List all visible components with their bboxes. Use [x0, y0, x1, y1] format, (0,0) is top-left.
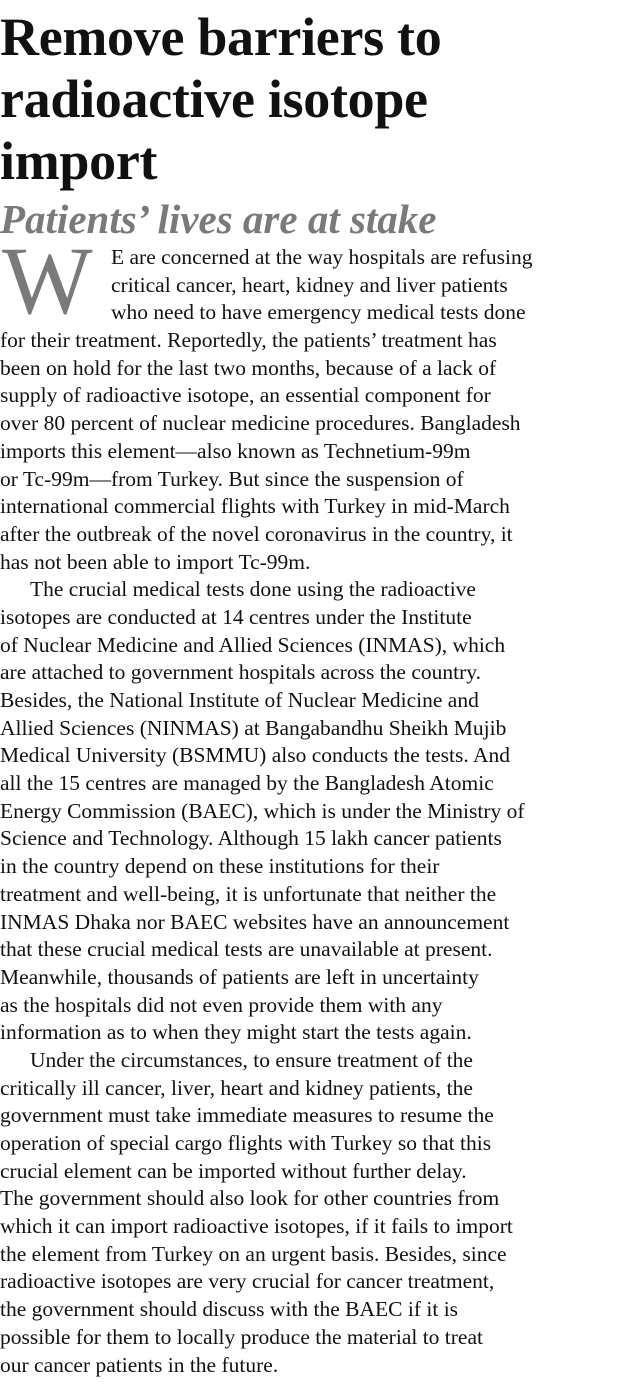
body-line: isotopes are conducted at 14 centres under the Institute: [0, 604, 472, 629]
body-line: INMAS Dhaka nor BAEC websites have an announcement: [0, 909, 510, 934]
body-line: over 80 percent of nuclear medicine procedures. Bangladesh: [0, 411, 521, 436]
body-line: Under the circumstances, to ensure treatment of the: [30, 1047, 473, 1072]
body-line: radioactive isotopes are very crucial for cancer treatment,: [0, 1269, 495, 1294]
paragraph-2: [0, 576, 629, 1047]
body-line: government must take immediate measures to resume the: [0, 1103, 494, 1128]
body-line: has not been able to import Tc-99m.: [0, 549, 311, 574]
headline: [0, 6, 629, 192]
body-line: been on hold for the last two months, because of a lack of: [0, 355, 497, 380]
body-line: that these crucial medical tests are unavailable at present.: [0, 937, 493, 962]
paragraph-1: [0, 227, 629, 576]
body-line: The government should also look for other countries from: [0, 1186, 500, 1211]
body-line: information as to when they might start the tests again.: [0, 1020, 472, 1045]
body-line: or Tc-99m—from Turkey. But since the suspension of: [0, 466, 464, 491]
body-line: possible for them to locally produce the material to treat: [0, 1324, 483, 1349]
body-line: of Nuclear Medicine and Allied Sciences (INMAS), which: [0, 632, 506, 657]
body-line: Science and Technology. Although 15 lakh cancer patients: [0, 826, 502, 851]
body-line: treatment and well-being, it is unfortunate that neither the: [0, 881, 497, 906]
body-line: for their treatment. Reportedly, the patients’ treatment has: [0, 328, 497, 353]
headline-line: radioactive isotope: [0, 69, 428, 129]
body-line: our cancer patients in the future.: [0, 1352, 279, 1377]
body-line: in the country depend on these institutions for their: [0, 854, 440, 879]
headline-line: Remove barriers to: [0, 7, 442, 67]
body-line: who need to have emergency medical tests done: [111, 300, 526, 325]
body-line: all the 15 centres are managed by the Bangladesh Atomic: [0, 771, 494, 796]
body-line: Besides, the National Institute of Nuclear Medicine and: [0, 688, 479, 712]
body-line: international commercial flights with Turkey in mid-March: [0, 494, 510, 519]
body-line: critically ill cancer, liver, heart and kidney patients, the: [0, 1075, 473, 1100]
headline-line: import: [0, 131, 158, 191]
body-line: Meanwhile, thousands of patients are left in uncertainty: [0, 964, 479, 989]
body-line: Energy Commission (BAEC), which is under the Ministry of: [0, 798, 525, 823]
body-line: operation of special cargo flights with Turkey so that this: [0, 1131, 492, 1155]
body-line: as the hospitals did not even provide them with any: [0, 992, 443, 1017]
body-line: E are concerned at the way hospitals are refusing: [111, 245, 533, 269]
body-line: supply of radioactive isotope, an essential component for: [0, 383, 491, 408]
paragraph-3: [0, 1047, 629, 1379]
body-line: the element from Turkey on an urgent basis. Besides, since: [0, 1241, 507, 1266]
body-line: after the outbreak of the novel coronavirus in the country, it: [0, 521, 513, 546]
body-line: the government should discuss with the BAEC if it is: [0, 1297, 459, 1322]
body-line: which it can import radioactive isotopes, if it fails to import: [0, 1214, 513, 1239]
body-line: are attached to government hospitals across the country.: [0, 660, 481, 685]
body-line: imports this element—also known as Technetium-99m: [0, 438, 471, 463]
body-line: The crucial medical tests done using the radioactive: [30, 577, 476, 602]
body-line: Medical University (BSMMU) also conducts the tests. And: [0, 743, 510, 768]
body-line: critical cancer, heart, kidney and liver patients: [111, 272, 508, 297]
drop-cap: W: [2, 227, 93, 334]
body-line: Allied Sciences (NINMAS) at Bangabandhu Sheikh Mujib: [0, 715, 507, 740]
subheadline: Patients’ lives are at stake: [0, 196, 437, 242]
article-body: [0, 227, 629, 1379]
body-line: crucial element can be imported without further delay.: [0, 1158, 467, 1183]
